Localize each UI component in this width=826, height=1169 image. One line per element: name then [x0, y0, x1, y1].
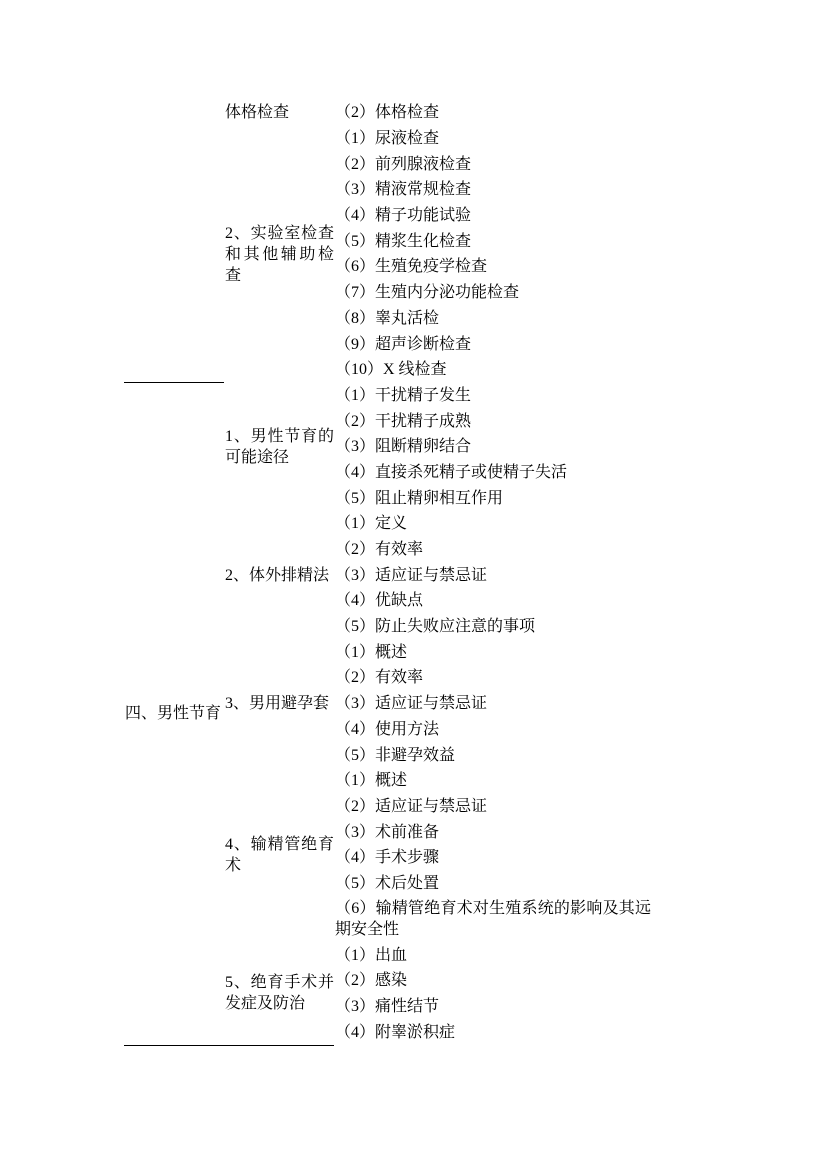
subtopic-cell: （4）优缺点: [335, 592, 424, 610]
subtopic-cell: （3）术前准备: [335, 823, 440, 841]
subtopic-cell: （2）前列腺液检查: [335, 155, 472, 173]
subtopic-cell: （4）手术步骤: [335, 849, 440, 867]
subtopic-cell: （4）精子功能试验: [335, 207, 472, 225]
subtopic-cell: （1）定义: [335, 515, 408, 533]
topic-cell: 体格检查: [225, 104, 290, 122]
topic-cell: 5、绝育手术并发症及防治: [224, 942, 334, 1045]
subtopic-cell: （2）干扰精子成熟: [335, 412, 472, 430]
topic-cell: 1、男性节育的可能途径: [225, 427, 334, 466]
outline-table: [124, 100, 651, 1046]
subtopic-cell: （5）术后处置: [335, 874, 440, 892]
subtopic-cell: （10）X 线检查: [335, 361, 447, 379]
section-cell: [124, 100, 224, 383]
subtopic-cell: （3）适应证与禁忌证: [335, 695, 488, 713]
subtopic-cell: （4）附睾淤积症: [335, 1023, 456, 1041]
subtopic-cell: （1）概述: [335, 643, 408, 661]
subtopic-cell: （9）超声诊断检查: [335, 335, 472, 353]
topic-cell: 4、输精管绝育术: [225, 836, 334, 875]
subtopic-cell: （2）适应证与禁忌证: [335, 797, 488, 815]
subtopic-cell: （3）精液常规检查: [335, 181, 472, 199]
subtopic-cell: （4）使用方法: [335, 720, 440, 738]
section-cell: 四、男性节育: [124, 383, 224, 1046]
subtopic-cell: （3）阻断精卵结合: [335, 438, 472, 456]
subtopic-cell: （2）体格检查: [335, 104, 440, 122]
subtopic-cell: （2）有效率: [335, 669, 424, 687]
subtopic-cell: （6）生殖免疫学检查: [335, 258, 488, 276]
topic-cell: 2、体外排精法: [225, 566, 330, 584]
subtopic-cell: （3）适应证与禁忌证: [335, 566, 488, 584]
topic-cell: 3、男用避孕套: [225, 695, 330, 713]
subtopic-cell: （5）阻止精卵相互作用: [335, 489, 504, 507]
subtopic-cell: （2）感染: [335, 972, 408, 990]
subtopic-cell: （5）非避孕效益: [335, 746, 456, 764]
subtopic-cell: （6）输精管绝育术对生殖系统的影响及其远期安全性: [335, 900, 651, 939]
subtopic-cell: （8）睾丸活检: [335, 309, 440, 327]
subtopic-cell: （5）防止失败应注意的事项: [335, 618, 536, 636]
subtopic-cell: （1）出血: [335, 946, 408, 964]
subtopic-cell: （1）概述: [335, 772, 408, 790]
subtopic-cell: （4）直接杀死精子或使精子失活: [335, 463, 568, 481]
subtopic-cell: （5）精浆生化检查: [335, 232, 472, 250]
subtopic-cell: （1）尿液检查: [335, 130, 440, 148]
subtopic-cell: （3）痛性结节: [335, 998, 440, 1016]
subtopic-cell: （7）生殖内分泌功能检查: [335, 284, 520, 302]
topic-cell: 2、实验室检查和其他辅助检查: [225, 224, 334, 284]
subtopic-cell: （1）干扰精子发生: [335, 386, 472, 404]
subtopic-cell: （2）有效率: [335, 541, 424, 559]
